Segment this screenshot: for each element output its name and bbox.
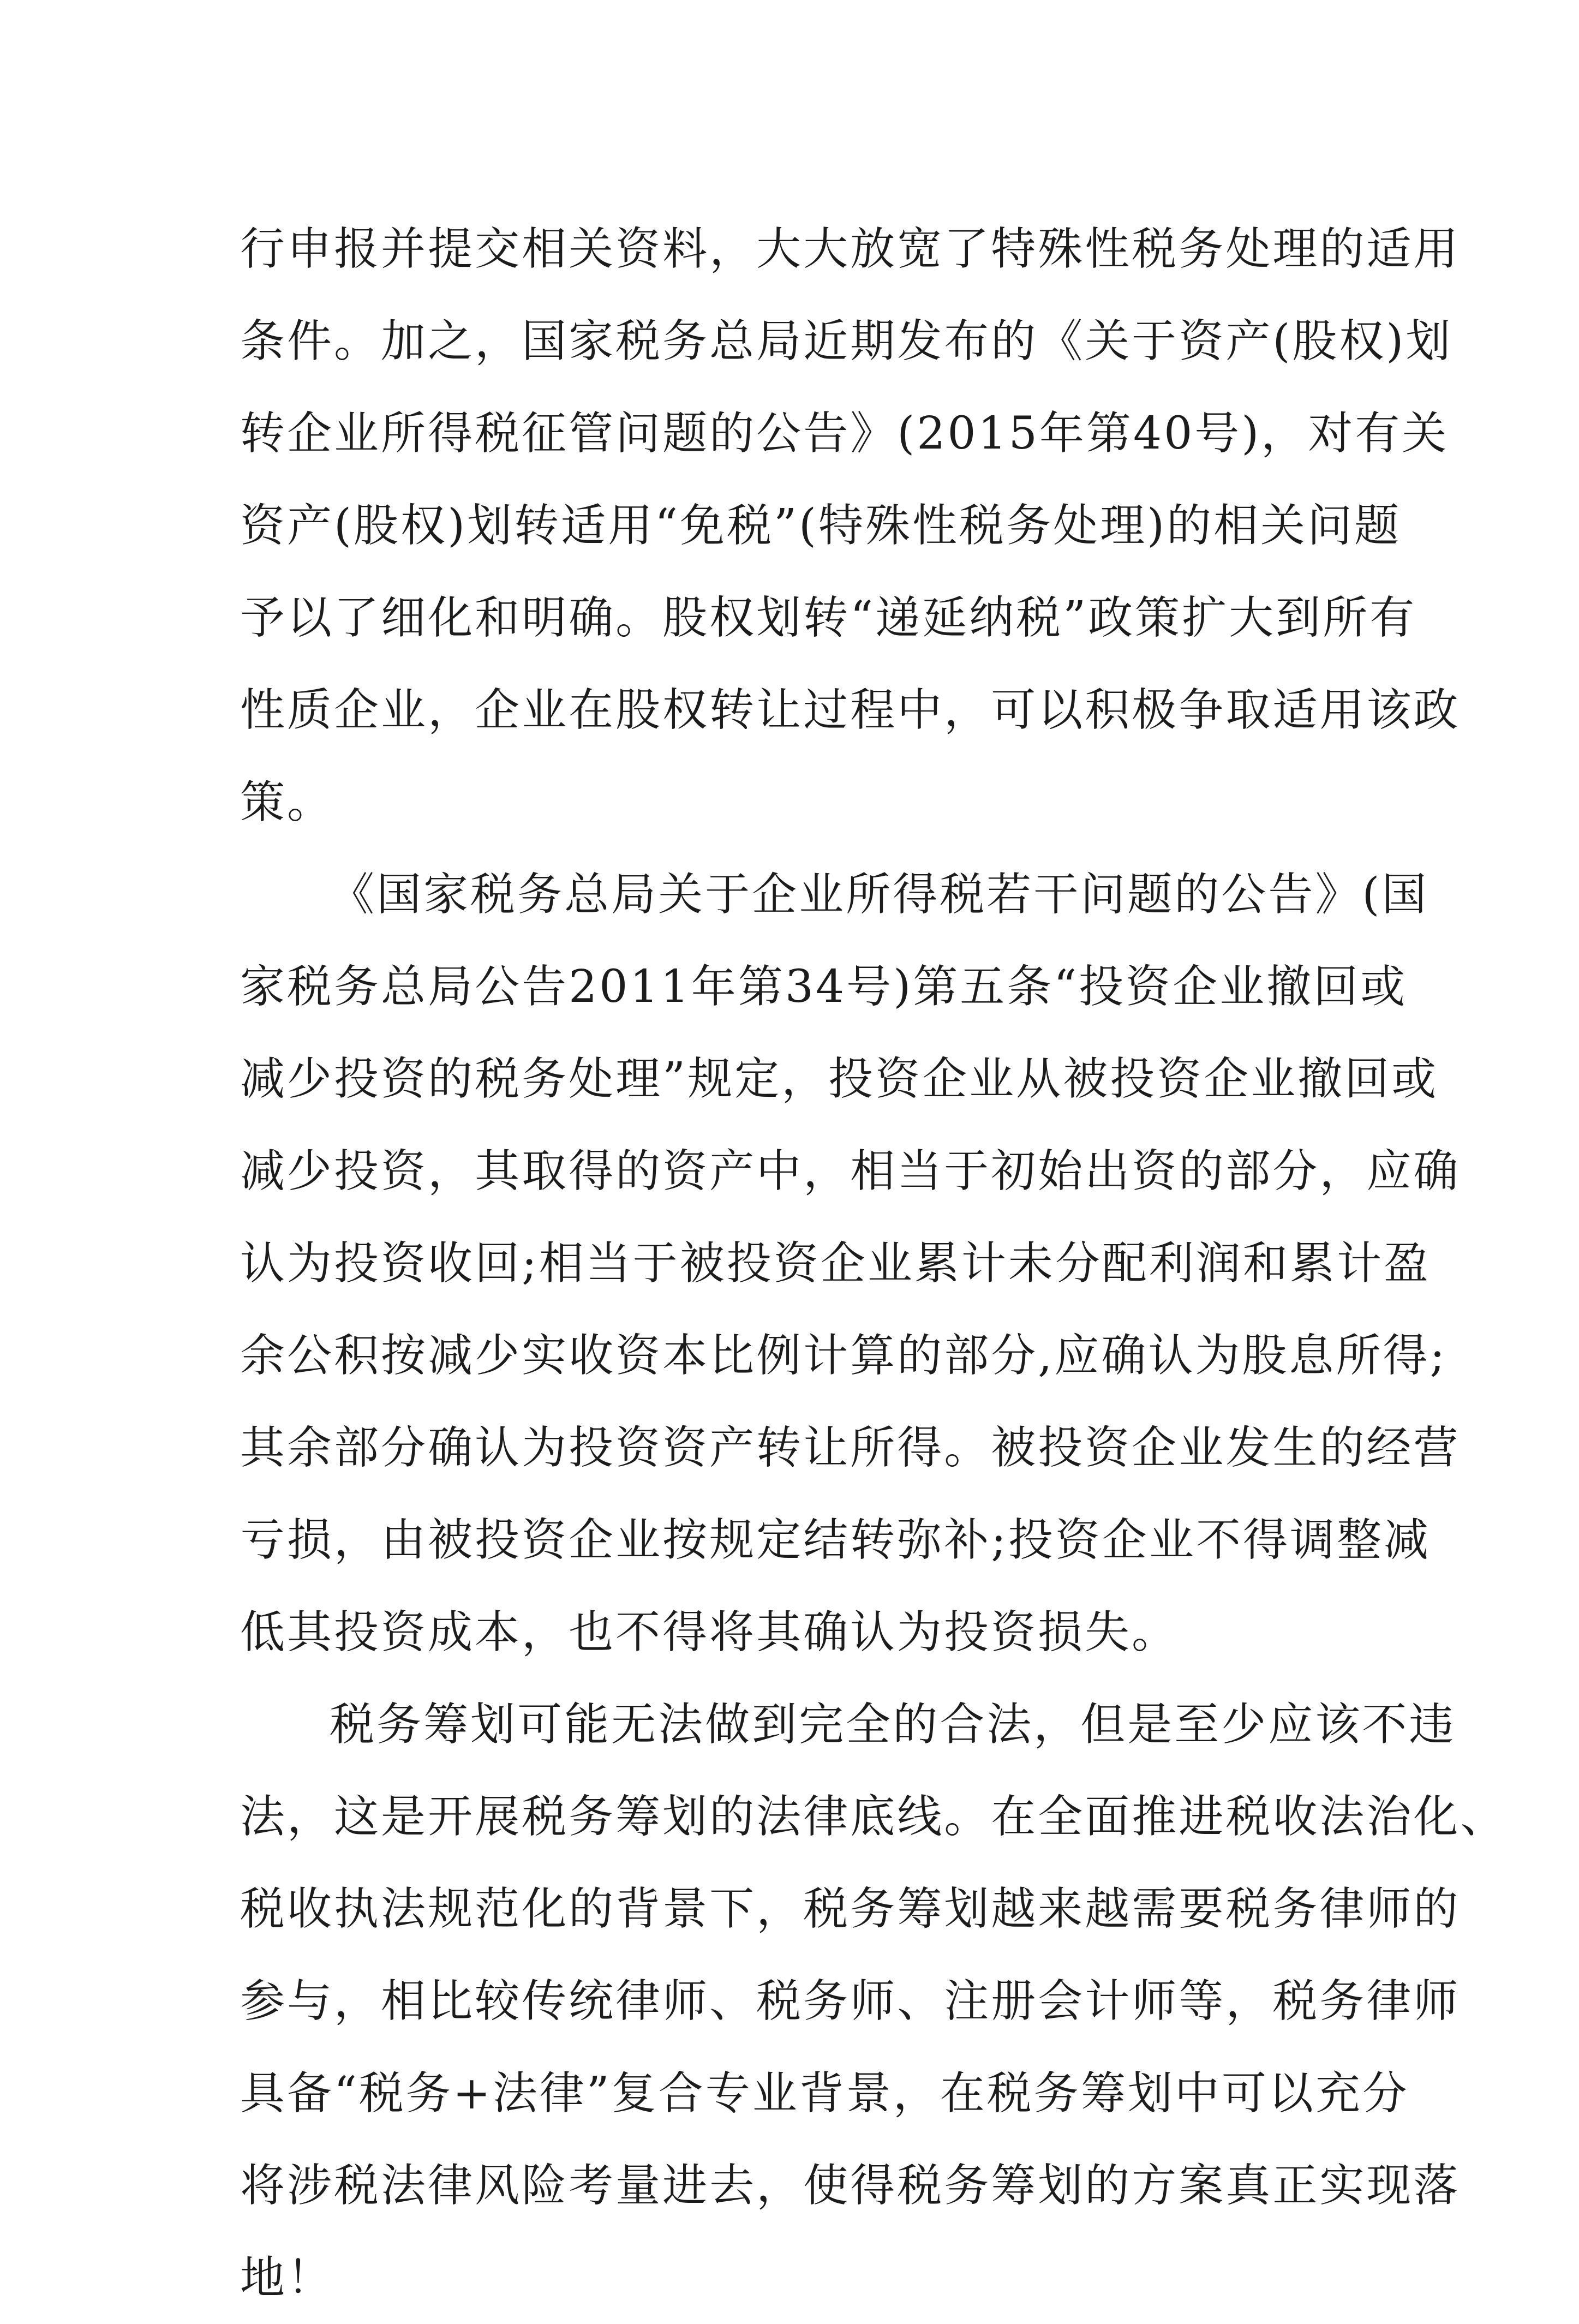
text-line: 《 国 家 税 务 总 局 关 于 企 业 所 得 税 若 干 问 题 的 公 告 》 ( 国 <box>330 869 1429 921</box>
text-line: 税 务 筹 划 可 能 无 法 做 到 完 全 的 合 法 ， 但 是 至 少 应 该 不 违 <box>330 1699 1456 1751</box>
text-line: 税 收 执 法 规 范 化 的 背 景 下 ， 税 务 筹 划 越 来 越 需 要 税 务 律 师 的 <box>240 1883 1461 1935</box>
text-line: 参 与 ， 相 比 较 传 统 律 师 、 税 务 师 、 注 册 会 计 师 等 ， 税 务 律 师 <box>240 1975 1461 2027</box>
text-line: 亏 损 ， 由 被 投 资 企 业 按 规 定 结 转 弥 补 ; 投 资 企 业 不 得 调 整 减 <box>240 1514 1431 1566</box>
text-line: 条 件 。 加 之 ， 国 家 税 务 总 局 近 期 发 布 的 《 关 于 资 产 ( 股 权 ) 划 <box>240 315 1453 367</box>
text-line: 予 以 了 细 化 和 明 确 。 股 权 划 转 “ 递 延 纳 税 ” 政 策 扩 大 到 所 有 <box>240 592 1417 644</box>
text-line: 将 涉 税 法 律 风 险 考 量 进 去 ， 使 得 税 务 筹 划 的 方 案 真 正 实 现 落 <box>240 2160 1461 2212</box>
text-line: 资 产 ( 股 权 ) 划 转 适 用 “ 免 税 ” ( 特 殊 性 税 务 处 理 ) 的 相 关 问 题 <box>240 500 1402 552</box>
text-line: 家 税 务 总 局 公 告 2011 年 第 34 号 ) 第 五 条 “ 投 资 企 业 撤 回 或 <box>240 961 1408 1013</box>
paragraph-2 <box>240 849 1461 1678</box>
text-line: 策。 <box>240 776 334 828</box>
paragraph-3 <box>240 1678 1508 2324</box>
text-line: 性 质 企 业 ， 企 业 在 股 权 转 让 过 程 中 ， 可 以 积 极 争 取 适 用 该 政 <box>240 684 1461 736</box>
text-line: 行 申 报 并 提 交 相 关 资 料 ， 大 大 放 宽 了 特 殊 性 税 务 处 理 的 适 用 <box>240 223 1461 275</box>
text-line: 地！ <box>240 2252 334 2304</box>
text-line: 其 余 部 分 确 认 为 投 资 资 产 转 让 所 得 。 被 投 资 企 业 发 生 的 经 营 <box>240 1422 1461 1474</box>
text-line: 减 少 投 资 的 税 务 处 理 ” 规 定 ， 投 资 企 业 从 被 投 资 企 业 撤 回 或 <box>240 1053 1439 1105</box>
paragraph-1 <box>240 203 1461 849</box>
text-line: 转 企 业 所 得 税 征 管 问 题 的 公 告 》 ( 2015 年 第 40 号 ) ， 对 有 关 <box>240 408 1449 459</box>
text-line: 低其投资成本，也不得将其确认为投资损失。 <box>240 1606 1179 1658</box>
text-line: 具 备 “ 税 务 + 法 律 ” 复 合 专 业 背 景 ， 在 税 务 筹 划 中 可 以 充 分 <box>240 2068 1409 2119</box>
text-line: 认 为 投 资 收 回 ; 相 当 于 被 投 资 企 业 累 计 未 分 配 利 润 和 累 计 盈 <box>240 1238 1431 1289</box>
text-line: 余 公 积 按 减 少 实 收 资 本 比 例 计 算 的 部 分 , 应 确 认 为 股 息 所 得 ; <box>240 1330 1448 1382</box>
text-line: 法 ， 这 是 开 展 税 务 筹 划 的 法 律 底 线 。 在 全 面 推 进 税 收 法 治 化 、 <box>240 1791 1508 1843</box>
document-body <box>240 203 1508 2324</box>
text-line: 减 少 投 资 ， 其 取 得 的 资 产 中 ， 相 当 于 初 始 出 资 的 部 分 ， 应 确 <box>240 1145 1461 1197</box>
